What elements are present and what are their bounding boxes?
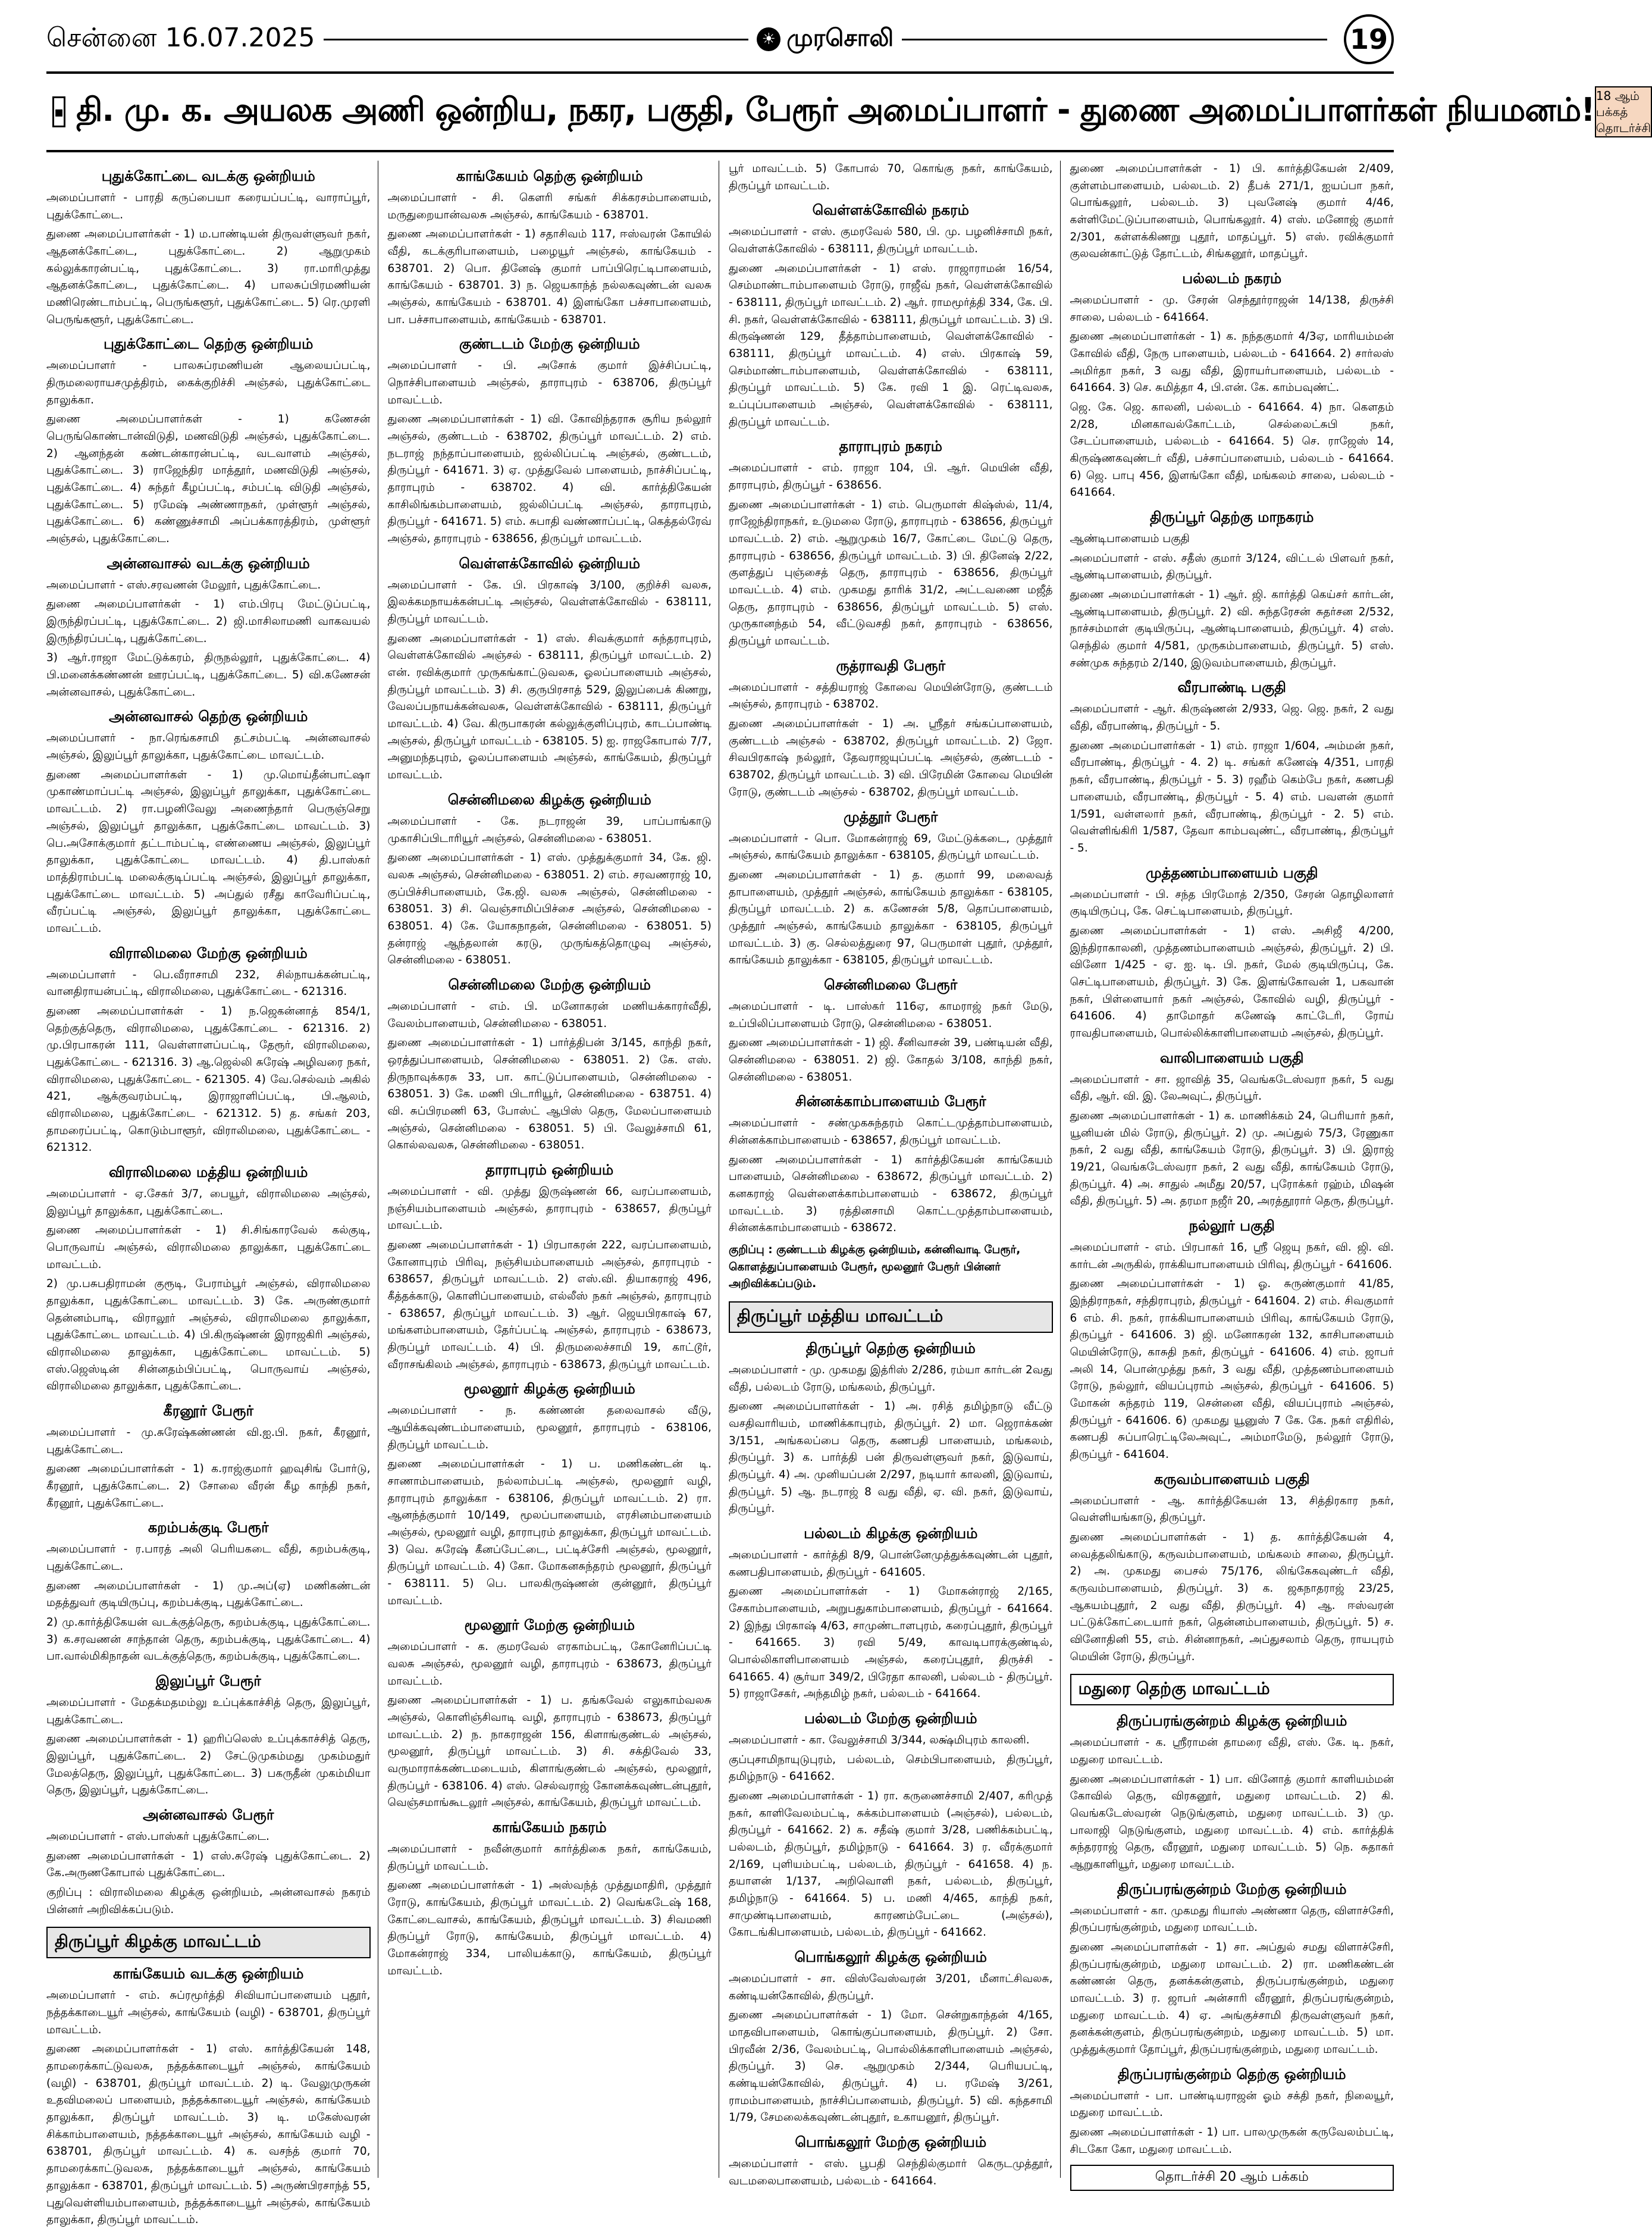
column-2 xyxy=(388,161,720,2178)
section-heading: கீரனூர் பேரூர் xyxy=(163,1402,254,1419)
appointment-entry: துணை அமைப்பாளர்கள் - 1) ப. மணிகண்டன் டி. சாணாம்பாளையம், நல்லாம்பட்டி அஞ்சல், மூலனூர் வழி, தாராபுரம் தாலுக்கா - 638106, திருப்பூர் மாவட்டம். 2) ரா. ஆனந்த்குமார் 10/149, மூலப்பாளையம், எரசினம்பாளையம் அஞ்சல், மூலனூர் வழி, தாராபுரம் தாலுக்கா, திருப்பூர் மாவட்டம். 3) வெ. சுரேஷ் கீனப்பேட்டை, பட்டிச்சேரி அஞ்சல், மூலனூர், திருப்பூர் மாவட்டம். 4) கோ. மோகனசுந்தரம் மூலனூர், திருப்பூர் - 638111. 5) பெ. பாலகிருஷ்ணன் குன்னூர், திருப்பூர் மாவட்டம். xyxy=(387,1458,711,1607)
section-heading: திருப்பரங்குன்றம் கிழக்கு ஒன்றியம் xyxy=(1117,1713,1347,1730)
appointment-entry: துணை அமைப்பாளர்கள் - 1) எஸ்.சுரேஷ் புதுக்கோட்டை. 2) கே.அருணகோபால் புதுக்கோட்டை. xyxy=(46,1849,371,1880)
section-heading: சென்னிமலை கிழக்கு ஒன்றியம் xyxy=(447,791,651,808)
appointment-entry: துணை அமைப்பாளர்கள் - 1) கார்த்திகேயன் காங்கேயம் பாளையம், சென்னிமலை - 638672, திருப்பூர் மாவட்டம். 2) கனகராஜ் வெள்ளைக்காம்பாளையம் - 638672, திருப்பூர் மாவட்டம். 3) ரத்தினசாமி கொட்டமுத்தாம்பாளையம், சின்னக்காம்பாளையம் - 638672. xyxy=(729,1153,1053,1235)
section-heading: திருப்பூர் தெற்கு ஒன்றியம் xyxy=(805,1339,976,1357)
appointment-entry: துணை அமைப்பாளர்கள் - 1) எம். பெருமாள் கிஷ்ஸ்ல், 11/4, ராஜேந்திராநகர், உடுமலை ரோடு, தாராபுரம் - 638656, திருப்பூர் மாவட்டம். 2) எம். ஆறுமுகம் 16/7, கோட்டை மேட்டு தெரு, தாராபுரம் - 638656, திருப்பூர் மாவட்டம். 3) பி. தினேஷ் 2/22, குளத்துப் புஞ்சைத் தெரு, தாராபுரம் - 638656, திருப்பூர் மாவட்டம். 4) எம். முகமது தாரிக் 31/2, அட்டவணை மஜீத் தெரு, தாராபுரம் - 638656, திருப்பூர் மாவட்டம். 5) எஸ். முருகானந்தம் 54, வீட்டுவசதி நகர், தாராபுரம் - 638656, திருப்பூர் மாவட்டம். xyxy=(729,498,1053,648)
headline: தி. மு. க. அயலக அணி ஒன்றிய, நகர, பகுதி, பேரூர் அமைப்பாளர் - துணை அமைப்பாளர்கள் நியமனம்! xyxy=(76,90,1595,129)
appointment-entry: துணை அமைப்பாளர்கள் - 1) பி. கார்த்திகேயன் 2/409, குள்ளம்பாளையம், பல்லடம். 2) தீபக் 271/1, ஐயப்பா நகர், பொங்கலூர், பல்லடம். 3) புவனேஷ் குமார் 4/46, கள்ளிமேட்டுப்பாளையம், பொங்கலூர். 4) எஸ். மனோஜ் குமார் 2/301, கள்ளக்கிணறு புதூர், மாதப்பூர். 5) எஸ். ரவிக்குமார் குலவன்காட்டுத் தோட்டம், சிங்கனூர், மாதப்பூர். xyxy=(1070,162,1394,261)
appointment-entry: துணை அமைப்பாளர்கள் - 1) ரா. கருணைச்சாமி 2/407, கரிமுத் நகர், காளிவேலம்பட்டி, சுக்கம்பாளையம் (அஞ்சல்), பல்லடம், திருப்பூர் - 641662. 2) க. சதீஷ் குமார் 3/28, பணிக்கம்பட்டி, பல்லடம், திருப்பூர், தமிழ்நாடு - 641664. 3) ர. வீரக்குமார் 2/169, புளியம்பட்டி, பல்லடம், திருப்பூர் - 641658. 4) ந. தயாளன் 1/137, அறிவொளி நகர், பல்லடம், திருப்பூர், தமிழ்நாடு - 641664. 5) ப. மணி 4/465, காந்தி நகர், சாமுண்டிபாளையம், காரணம்பேட்டை (அஞ்சல்), கோடங்கிபாளையம், பல்லடம், திருப்பூர் - 641662. xyxy=(729,1790,1053,1939)
section-heading: காங்கேயம் நகரம் xyxy=(492,1819,607,1836)
appointment-entry: அமைப்பாளர் - கா. வேலுச்சாமி 3/344, லக்ஷ்மிபுரம் காலனி. xyxy=(729,1734,1030,1747)
section-heading: தாராபுரம் நகரம் xyxy=(839,438,942,455)
continued-line-1: 18 ஆம் பக்கத் xyxy=(1595,88,1640,119)
appointment-entry: துணை அமைப்பாளர்கள் - 1) பா. வினோத் குமார் காளியம்மன் கோவில் தெரு, விரகனூர், மதுரை மாவட்டம். 2) கி. வெங்கடேஸ்வரன் நெடுங்குளம், மதுரை மாவட்டம். 3) மு. பாலாஜி நெடுங்குளம், மதுரை மாவட்டம். 4) எம். கார்த்திக் சுந்தரராஜ் தெரு, வீரனூர், மதுரை மாவட்டம். 5) நெ. சுதாகர் ஆறுகாளியூர், மதுரை மாவட்டம். xyxy=(1070,1773,1394,1871)
appointment-entry: அமைப்பாளர் - மு. சேரன் செந்தூர்ராஜன் 14/138, திருச்சி சாலை, பல்லடம் - 641664. xyxy=(1070,294,1394,324)
appointment-entry: அமைப்பாளர் - எஸ்.பாஸ்கர் புதுக்கோட்டை. xyxy=(46,1830,269,1843)
appointment-entry: துணை அமைப்பாளர்கள் - 1) மோகன்ராஜ் 2/165, சேகாம்பாளையம், அறுபதுகாம்பாளையம், திருப்பூர் - 641664. 2) இந்து பிரகாஷ் 4/63, சாமுண்டாளபுரம், கரைப்புதூர், திருப்பூர் - 641665. 3) ரவி 5/49, காவடிபாரக்குண்டில், பொல்லிகாளிபாளையம் அஞ்சல், கரைப்புதூர், திருச்சி - 641665. 4) சூர்யா 349/2, பிரேதா காலனி, பல்லடம் - திருப்பூர். 5) ராஜாசேகர், அந்தமிழ் நகர், பல்லடம் - 641664. xyxy=(729,1585,1053,1701)
appointment-entry: துணை அமைப்பாளர்கள் - 1) அ. ரசித் தமிழ்நாடு வீட்டு வசதிவாரியம், மாணிக்காபுரம், திருப்பூர். 2) மா. ஜெராக்கண் 3/151, அங்கலப்பை தெரு, கணபதி பாளையம், மங்கலம், திருப்பூர். 3) க. பார்த்தி பன் திருவள்ளுவர் நகர், இடுவாய், திருப்பூர். 4) அ. முனியப்பன் 2/297, நடியார் காலனி, இடுவாய், திருப்பூர். 5) ஆ. நடராஜ் 8 வது வீதி, ஏ. வி. நகர், இடுவாய், திருப்பூர். xyxy=(729,1400,1053,1516)
district-heading: திருப்பூர் கிழக்கு மாவட்டம் xyxy=(46,1927,371,1958)
section-heading: சென்னிமலை மேற்கு ஒன்றியம் xyxy=(448,976,651,993)
appointment-entry: அமைப்பாளர் - எம். சுப்ரமூர்த்தி சிவியாப்பாளையம் புதூர், நத்தக்காடையூர் அஞ்சல், காங்கேயம் (வழி) - 638701, திருப்பூர் மாவட்டம். xyxy=(46,1989,371,2036)
appointment-entry: அமைப்பாளர் - பெ.வீராசாமி 232, சில்நாயக்கன்பட்டி, வானதிராயன்பட்டி, விராலிமலை, புதுக்கோட்டை - 621316. xyxy=(46,968,371,998)
appointment-entry: துணை அமைப்பாளர்கள் - 1) எம். ராஜா 1/604, அம்மன் நகர், வீரபாண்டி, திருப்பூர் - 4. 2) டி. சங்கர் கணேஷ் 4/351, பாரதி நகர், வீரபாண்டி, திருப்பூர் - 5. 3) ரஹீம் கெம்பே நகர், கணபதி பாளையம், வீரபாண்டி, திருப்பூர் - 5. 4) எம். பவளன் குமார் 1/591, வள்ளலார் நகர், வீரபாண்டி, திருப்பூர் - 2. 5) எம். வெள்ளிங்கிரி 1/587, தேவா காம்பவுண்ட், வீரபாண்டி, திருப்பூர் - 5. xyxy=(1070,739,1394,854)
section-heading: கருவம்பாளையம் பகுதி xyxy=(1153,1470,1310,1488)
headline-bar xyxy=(46,71,1651,152)
appointment-entry: அமைப்பாளர் - கே. நடராஜன் 39, பாப்பாங்காடு முகாசிப்பிடாரியூர் அஞ்சல், சென்னிமலை - 638051. xyxy=(387,815,711,845)
appointment-entry: அமைப்பாளர் - மு. முகமது இத்ரிஸ் 2/286, ரம்யா கார்டன் 2வது வீதி, பல்லடம் ரோடு, மங்கலம், திருப்பூர். xyxy=(729,1363,1053,1394)
section-heading: வெள்ளக்கோவில் நகரம் xyxy=(812,202,969,219)
appointment-entry: துணை அமைப்பாளர்கள் - 1) அ. ஸ்ரீதர் சங்கப்பாளையம், குண்டடம் அஞ்சல் - 638702, திருப்பூர் மாவட்டம். 2) ஜோ. சிவபிரகாஷ் நல்லூர், தேவராஜயுப்பட்டி அஞ்சல், குண்டடம் - 638702, திருப்பூர் மாவட்டம். 3) வி. பிரேமின் கோவை மெயின் ரோடு, குண்டடம் அஞ்சல் - 638702, திருப்பூர் மாவட்டம். xyxy=(729,718,1053,799)
section-heading: புதுக்கோட்டை தெற்கு ஒன்றியம் xyxy=(104,336,314,353)
appointment-entry: 2) மு.கார்த்திகேயன் வடக்குத்தெரு, கறம்பக்குடி, புதுக்கோட்டை. 3) க.சரவணன் சாந்தான் தெரு, கறம்பக்குடி, புதுக்கோட்டை. 4) பா.வால்மிகிநாதன் வடக்குத்தெரு, கறம்பக்குடி, புதுக்கோட்டை. xyxy=(46,1616,371,1663)
appointment-entry: துணை அமைப்பாளர்கள் - 1) ஜி. சீனிவாசன் 39, பண்டியன் வீதி, சென்னிமலை - 638051. 2) ஜி. கோதல் 3/108, காந்தி நகர், சென்னிமலை - 638051. xyxy=(729,1037,1053,1084)
rising-sun-icon: ☀ xyxy=(757,27,780,51)
masthead-rule-right xyxy=(902,39,1327,40)
note: குறிப்பு : குண்டடம் கிழக்கு ஒன்றியம், கன்னிவாடி பேரூர், கொளத்துப்பாளையம் பேரூர், மூலனூர் பேரூர் பின்னர் அறிவிக்கப்படும். xyxy=(729,1243,1021,1291)
appointment-entry: அமைப்பாளர் - மு.சுரேஷ்கண்ணன் வி.ஐ.பி. நகர், கீரனூர், புதுக்கோட்டை. xyxy=(46,1426,371,1456)
appointment-entry: பூர் மாவட்டம். 5) கோபால் 70, கொங்கு நகர், காங்கேயம், திருப்பூர் மாவட்டம். xyxy=(729,162,1053,192)
appointment-entry: அமைப்பாளர் - பி. அசோக் குமார் இச்சிப்பட்டி, நொச்சிபாளையம் அஞ்சல், தாராபுரம் - 638706, திருப்பூர் மாவட்டம். xyxy=(387,359,711,406)
column-4 xyxy=(1070,161,1394,2184)
paper-name xyxy=(757,24,894,55)
section-heading: முத்தூர் பேரூர் xyxy=(844,808,938,825)
appointment-entry: அமைப்பாளர் - சி. கௌரி சங்கர் சிக்கரசம்பாளையம், மருதுறையான்வலசு அஞ்சல், காங்கேயம் - 638701. xyxy=(387,192,711,221)
appointment-entry: துணை அமைப்பாளர்கள் - 1) எஸ். சிவக்குமார் சுந்தராபுரம், வெள்ளக்கோவில் அஞ்சல் - 638111, திருப்பூர் மாவட்டம். 2) என். ரவிக்குமார் முருகங்காட்டுவலசு, ஓலப்பாளையம் அஞ்சல், திருப்பூர் மாவட்டம். 3) சி. குருபிரசாத் 529, இலுப்பைக் கிணறு, வேலப்பநாயக்கன்வலசு, வெள்ளக்கோவில் - 638111, திருப்பூர் மாவட்டம். 4) வே. கிருபாகரன் கல்லுக்குளிப்புரம், காடப்பாண்டி அஞ்சல், திருப்பூர் மாவட்டம் - 638105. 5) ஐ. ராஜகோபால் 7/7, அனுமந்தபுரம், ஓலப்பாளையம் அஞ்சல், காங்கேயம், திருப்பூர் மாவட்டம். xyxy=(387,632,711,782)
appointment-entry: அமைப்பாளர் - டி. பாஸ்கர் 116ஏ, காமராஜ் நகர் மேடு, உப்பிலிப்பாளையம் ரோடு, சென்னிமலை - 638051. xyxy=(729,1000,1053,1030)
section-heading: மூலனூர் மேற்கு ஒன்றியம் xyxy=(464,1617,635,1634)
appointment-entry: 3) ஆர்.ராஜா மேட்டுக்கரம், திருநல்லூர், புதுக்கோட்டை. 4) பி.மனைக்கண்ணன் ஊரப்பட்டி, புதுக்கோட்டை. 5) வி.கணேசன் அன்னவாசல், புதுக்கோட்டை. xyxy=(46,652,371,699)
appointment-entry: துணை அமைப்பாளர்கள் - 1) த. குமார் 99, மலைவத் தாபாளையம், முத்தூர் அஞ்சல், காங்கேயம் தாலுக்கா - 638105, திருப்பூர் மாவட்டம். 2) க. கணேசன் 5/8, தொப்பாளையம், முத்தூர் அஞ்சல், காங்கேயம் தாலுக்கா - 638105, திருப்பூர் மாவட்டம். 3) கு. செல்லத்துரை 97, பெருமாள் புதூர், முத்தூர், காங்கேயம் தாலுக்கா - 638105, திருப்பூர் மாவட்டம். xyxy=(729,868,1053,967)
appointment-entry: துணை அமைப்பாளர்கள் - 1) மு.அப்(ஏ) மணிகண்டன் மதத்துவர் குடியிருப்பு, கறம்பக்குடி, புதுக்கோட்டை. xyxy=(46,1579,371,1610)
section-heading: திருப்பரங்குன்றம் தெற்கு ஒன்றியம் xyxy=(1117,2065,1346,2083)
section-heading: பொங்கலூர் கிழக்கு ஒன்றியம் xyxy=(794,1949,987,1966)
appointment-entry: துணை அமைப்பாளர்கள் - 1) வி. கோவிந்தராசு சூரிய நல்லூர் அஞ்சல், குண்டடம் - 638702, திருப்பூர் மாவட்டம். 2) எம். நடராஜ் நந்தாப்பாளையம், ஜல்லிப்பட்டி அஞ்சல், குண்டடம், திருப்பூர் - 641671. 3) ஏ. முத்துவேல் பாளையம், நாச்சிப்பட்டி, தாராபுரம் - 638702. 4) வி. கார்த்திகேயன் காசிலிங்கம்பாளையம், ஜல்லிப்பட்டி அஞ்சல், தாராபுரம், திருப்பூர் - 641671. 5) எம். சுபாதி வண்ணாப்பட்டி, கெத்தல்ரேவ் அஞ்சல், தாராபுரம் - 638656, திருப்பூர் மாவட்டம். xyxy=(387,413,711,546)
section-heading: ருத்ராவதி பேரூர் xyxy=(836,657,946,674)
appointment-entry: ஆண்டிபாளையம் பகுதி xyxy=(1070,533,1190,546)
appointment-entry: துணை அமைப்பாளர்கள் - 1) ஓ. சுருண்குமார் 41/85, இந்திராநகர், சந்திராபுரம், திருப்பூர் - 641604. 2) எம். சிவகுமார் 6 எம். சி. நகர், ராக்கியாபாளையம் பிரிவு, காங்கேயம் ரோடு, திருப்பூர் - 641606. 3) ஜி. மனோகரன் 132, காசிபாளையம் மெயின்ரோடு, காசுதி நகர், திருப்பூர் - 641606. 4) எம். ஜாபர் அலி 14, பொன்முத்து நகர், 3 வது வீதி, முத்தணம்பாளையம் ரோடு, நல்லூர், வியப்புராம் அஞ்சல், திருப்பூர் - 641606. 5) மோகன் சுந்தரம் 119, சென்னை வீதி, வியப்புராம் அஞ்சல், திருப்பூர் - 641606. 6) முகமது யூனுஸ் 7 கே. கே. நகர் எதிரில், கணபதி சுப்பாரெட்டிலேஅவுட், அம்மாமேடு, நல்லூர் ரோடு, திருப்பூர் - 641604. xyxy=(1070,1278,1394,1461)
section-heading: சென்னிமலை பேரூர் xyxy=(824,976,958,993)
appointment-entry: 2) மு.பசுபதிராமன் குரூடி, பேராம்பூர் அஞ்சல், விராலிமலை தாலுக்கா, புதுக்கோட்டை மாவட்டம். 3) கே. அருண்குமார் தென்னம்பாடி, விராலூர் அஞ்சல், விராலிமலை தாலுக்கா, புதுக்கோட்டை மாவட்டம். 4) பி.கிருஷ்ணன் இராஜகிரி அஞ்சல், விராலிமலை தாலுக்கா, புதுக்கோட்டை மாவட்டம். 5) எஸ்.ஜெஸ்டின் சின்னதம்பிப்பட்டி, பொருவாய் அஞ்சல், விராலிமலை தாலுக்கா, புதுக்கோட்டை. xyxy=(46,1278,371,1393)
page-number: 19 xyxy=(1344,14,1394,64)
appointment-entry: துணை அமைப்பாளர்கள் - 1) எம்.பிரபு மேட்டுப்பட்டி, இருந்திரப்பட்டி, புதுக்கோட்டை. 2) ஜி.மாசிலாமணி வாகவயல் இருந்திரப்பட்டி, புதுக்கோட்டை. xyxy=(46,598,371,645)
section-heading: வாலிபாளையம் பகுதி xyxy=(1159,1049,1304,1066)
section-heading: முத்தணம்பாளையம் பகுதி xyxy=(1146,864,1318,881)
appointment-entry: துணை அமைப்பாளர்கள் - 1) ப. தங்கவேல் எலுகாம்வலசு அஞ்சல், கொளிஞ்சிவாடி வழி, தாராபுரம் - 638673, திருப்பூர் மாவட்டம். 2) ந. நாகராஜன் 156, கிளாங்குண்டல் அஞ்சல், மூலனூர், திருப்பூர் மாவட்டம். 3) சி. சக்திவேல் 33, வருமாராக்கண்டமடையம், கிளாங்குண்டல் அஞ்சல், மூலனூர், திருப்பூர் - 638106. 4) எஸ். செல்வராஜ் கோனக்கவுண்டன்புதூர், வெஞ்சமாங்கூடலூர் அஞ்சல், காங்கேயம், திருப்பூர் மாவட்டம். xyxy=(387,1694,711,1810)
section-heading: பல்லடம் நகரம் xyxy=(1182,270,1282,287)
appointment-entry: அமைப்பாளர் - ர.பாரத் அலி பெரியகடை வீதி, கறம்பக்குடி, புதுக்கோட்டை. xyxy=(46,1543,371,1573)
appointment-entry: துணை அமைப்பாளர்கள் - 1) பார்த்திபன் 3/145, காந்தி நகர், ஒரத்துப்பாளையம், சென்னிமலை - 638051. 2) கே. எஸ். திருநாவுக்கரசு 33, பா. காட்டுப்பாளையம், சென்னிமலை - 638051. 3) கே. மணி பிடாரியூர், சென்னிமலை - 638751. 4) வி. சுப்பிரமணி 63, போஸ்ட் ஆபிஸ் தெரு, மேலப்பாளையம் அஞ்சல், சென்னிமலை - 638051. 5) பி. வேலுச்சாமி 61, கொல்லவலசு, சென்னிமலை - 638051. xyxy=(387,1037,711,1152)
appointment-entry: அமைப்பாளர் - எஸ்.சரவணன் மேலூர், புதுக்கோட்டை. xyxy=(46,578,321,591)
headline-bullet-icon: ▪ xyxy=(52,96,65,127)
continued-on-box: தொடர்ச்சி 20 ஆம் பக்கம் xyxy=(1070,2165,1394,2191)
section-heading: பொங்கலூர் மேற்கு ஒன்றியம் xyxy=(795,2134,987,2151)
appointment-entry: துணை அமைப்பாளர்கள் - 1) கணேசன் பெருங்கொண்டான்விடுதி, மணவிடுதி அஞ்சல், புதுக்கோட்டை. 2) ஆனந்தன் கண்டன்காரன்பட்டி, வடவாளம் அஞ்சல், புதுக்கோட்டை. 3) ராஜேந்திர மாத்தூர், மணவிடுதி அஞ்சல், புதுக்கோட்டை. 4) சுந்தர் கீழப்பட்டி, சம்பட்டி விடுதி அஞ்சல், புதுக்கோட்டை. 5) ரமேஷ் அண்ணாநகர், முள்ளூர் அஞ்சல், புதுக்கோட்டை. 6) கண்ணுச்சாமி அப்பக்காரத்திரம், முள்ளூர் அஞ்சல், புதுக்கோட்டை. xyxy=(46,413,371,546)
section-heading: விராலிமலை மத்திய ஒன்றியம் xyxy=(109,1163,308,1181)
section-heading: அன்னவாசல் வடக்கு ஒன்றியம் xyxy=(106,555,310,572)
section-heading: விராலிமலை மேற்கு ஒன்றியம் xyxy=(109,944,308,962)
section-heading: பல்லடம் கிழக்கு ஒன்றியம் xyxy=(804,1525,978,1542)
appointment-entry: துணை அமைப்பாளர்கள் - 1) ஆர். ஜி. கார்த்தி கெய்சர் கார்டன், ஆண்டிபாளையம், திருப்பூர். 2) வி. சுந்தரேசன் சுதர்சன 2/532, நாச்சம்மாள் குடியிருப்பு, ஆண்டிபாளையம், திருப்பூர். 4) எஸ். செந்தில் குமார் 4/581, முருகம்பாளையம், திருப்பூர். 5) எஸ். சண்முக சுந்தரம் 2/140, இடுவம்பாளையம், திருப்பூர். xyxy=(1070,588,1394,669)
appointment-entry: அமைப்பாளர் - மேதக்மதமம்லு உப்புக்காச்சித் தெரு, இலுப்பூர், புதுக்கோட்டை. xyxy=(46,1696,371,1726)
column-1 xyxy=(46,161,378,2227)
section-heading: புதுக்கோட்டை வடக்கு ஒன்றியம் xyxy=(101,168,315,184)
appointment-entry: அமைப்பாளர் - நவீன்குமார் கார்த்திகை நகர், காங்கேயம், திருப்பூர் மாவட்டம். xyxy=(387,1843,711,1873)
section-heading: தாராபுரம் ஒன்றியம் xyxy=(485,1161,614,1178)
appointment-entry: அமைப்பாளர் - எம். ராஜா 104, பி. ஆர். மெயின் வீதி, தாராபுரம், திருப்பூர் - 638656. xyxy=(729,462,1053,492)
appointment-entry: அமைப்பாளர் - கார்த்தி 8/9, பொன்னேமுத்துக்கவுண்டன் புதூர், கணபதிபாளையம், திருப்பூர் - 641605. xyxy=(729,1549,1053,1579)
section-heading: இலுப்பூர் பேரூர் xyxy=(155,1673,261,1690)
section-heading: திருப்பூர் தெற்கு மாநகரம் xyxy=(1150,509,1314,526)
appointment-entry: துணை அமைப்பாளர்கள் - 1) மோ. சென்றுகாந்தன் 4/165, மாதவிபாளையம், கொங்குப்பாளையம், திருப்பூர். 2) சோ. பிரவீன் 2/36, வேலம்பட்டி, பொல்லிக்காளிபாளையம் அஞ்சல், திருப்பூர். 3) செ. ஆறுமுகம் 2/344, பெரியபட்டி, கண்டியன்கோவில், திருப்பூர். 4) ப. ரமேஷ் 3/261, ராமம்பாளையம், நாச்சிப்பாளையம், திருப்பூர். 5) வி. கந்தசாமி 1/79, சேமலைக்கவுண்டன்புதூர், உகாயனூர், திருப்பூர். xyxy=(729,2009,1053,2124)
appointment-entry: துணை அமைப்பாளர்கள் - 1) எஸ். அசிஜீ 4/200, இந்திராகாலனி, முத்தணம்பாளையம் அஞ்சல், திருப்பூர். 2) பி. வினோ 1/425 - ஏ. ஐ. டி. பி. நகர், மேல் குடியிருப்பு, கே. செட்டிபாளையம், திருப்பூர். 3) கே. இளங்கோவன் 1, பகவான் நகர், பிள்ளையார் நகர் அஞ்சல், கோவில் வழி, திருப்பூர் - 641606. 4) தாமோதர் கணேஷ் காட்டேரி, ரோய் ராவதிபாளையம், பொல்லிக்காளிபாளையம் அஞ்சல், திருப்பூர். xyxy=(1070,924,1394,1040)
appointment-entry: அமைப்பாளர் - சத்தியராஜ் கோவை மெயின்ரோடு, குண்டடம் அஞ்சல், தாராபுரம் - 638702. xyxy=(729,681,1053,711)
section-heading: திருப்பரங்குன்றம் மேற்கு ஒன்றியம் xyxy=(1117,1880,1347,1898)
column-3 xyxy=(729,161,1061,2187)
section-heading: காங்கேயம் வடக்கு ஒன்றியம் xyxy=(113,1965,304,1983)
appointment-entry: ஜெ. கே. ஜெ. காலனி, பல்லடம் - 641664. 4) நா. கௌதம் 2/28, மினகாவல்கோட்டம், செல்லைட்சுபி நகர், சேடப்பாளையம், பல்லடம் - 641664. 5) செ. ராஜேஸ் 14, கிருஷ்ணகவுண்டர் வீதி, பச்சாப்பாளையம், பல்லடம் - 641664. 6) ஜெ. பாபு 456, இளங்கோ வீதி, மங்கலம் சாலை, பல்லடம் - 641664. xyxy=(1070,401,1394,499)
appointment-entry: அமைப்பாளர் - பி. சந்த பிரமோத் 2/350, சேரன் தொழிலாளர் குடியிருப்பு, கே. செட்டிபாளையம், திருப்பூர். xyxy=(1070,888,1394,918)
appointment-entry: அமைப்பாளர் - கா. முகமது ரியாஸ் அண்ணா தெரு, விளாச்சேரி, திருப்பரங்குன்றம், மதுரை மாவட்டம். xyxy=(1070,1904,1394,1934)
appointment-entry: அமைப்பாளர் - எஸ். பூபதி செந்தில்குமார் கெருடமுத்தூர், வடமலைபாளையம், பல்லடம் - 641664. xyxy=(729,2158,1053,2187)
appointment-entry: அமைப்பாளர் - க. குமரவேல் எரகாம்பட்டி, கோனேரிப்பட்டி வலசு அஞ்சல், மூலனூர் வழி, தாராபுரம் - 638673, திருப்பூர் மாவட்டம். xyxy=(387,1641,711,1688)
appointment-entry: அமைப்பாளர் - கே. பி. பிரகாஷ் 3/100, குறிச்சி வலசு, இலக்கமநாயக்கன்பட்டி அஞ்சல், வெள்ளக்கோவில் - 638111, திருப்பூர் மாவட்டம். xyxy=(387,578,711,626)
city-date: சென்னை 16.07.2025 xyxy=(46,22,315,53)
section-heading: வெள்ளக்கோவில் ஒன்றியம் xyxy=(459,555,641,572)
appointment-entry: அமைப்பாளர் - வி. முத்து இருஷ்ணன் 66, வரப்பாளையம், நஞ்சியம்பாளையம் அஞ்சல், தாராபுரம் - 638657, திருப்பூர் மாவட்டம். xyxy=(387,1185,711,1232)
appointment-entry: துணை அமைப்பாளர்கள் - 1) ஹரிப்லெஸ் உப்புக்காச்சித் தெரு, இலுப்பூர், புதுக்கோட்டை. 2) சேட்டுமுகம்மது முகம்மதுர் மேலத்தெரு, இலுப்பூர், புதுக்கோட்டை. 3) பகருதீன் முகம்மியா தெரு, இலுப்பூர், புதுக்கோட்டை. xyxy=(46,1733,371,1797)
appointment-entry: துணை அமைப்பாளர்கள் - 1) ம.பாண்டியன் திருவள்ளுவர் நகர், ஆதனக்கோட்டை, புதுக்கோட்டை. 2) ஆறுமுகம் கல்லுக்காரன்பட்டி, புதுக்கோட்டை. 3) ரா.மாரிமுத்து ஆதனக்கோட்டை, புதுக்கோட்டை. 4) பாலசுப்பிரமணியன் மணிரெண்டாம்பட்டி, பெருங்களூர், புதுக்கோட்டை. 5) ரெ.முரளி பெருங்களூர், புதுக்கோட்டை. xyxy=(46,228,371,326)
district-heading: மதுரை தெற்கு மாவட்டம் xyxy=(1070,1674,1394,1705)
appointment-entry: துணை அமைப்பாளர்கள் - 1) க.ராஜ்குமார் ஹவுசிங் போர்டு, கீரனூர், புதுக்கோட்டை. 2) சோலை வீரன் கீழ காந்தி நகர், கீரனூர், புதுக்கோட்டை. xyxy=(46,1463,371,1510)
continued-line-2: தொடர்ச்சி xyxy=(1595,120,1651,135)
district-heading: திருப்பூர் மத்திய மாவட்டம் xyxy=(729,1301,1053,1333)
section-heading: கறம்பக்குடி பேரூர் xyxy=(148,1519,269,1536)
appointment-entry: அமைப்பாளர் - சா. விஸ்வேஸ்வரன் 3/201, மீனாட்சிவலசு, கண்டியன்கோவில், திருப்பூர். xyxy=(729,1973,1053,2002)
appointment-entry: அமைப்பாளர் - பொ. மோகன்ராஜ் 69, மேட்டுக்கடை, முத்தூர் அஞ்சல், காங்கேயம் தாலுக்கா - 638105, திருப்பூர் மாவட்டம். xyxy=(729,832,1053,862)
appointment-entry: அமைப்பாளர் - பாலசுப்ரமணியன் ஆலையப்பட்டி, திருமலைராயசமுத்திரம், கைக்குறிச்சி அஞ்சல், புதுக்கோட்டை தாலுக்கா. xyxy=(46,359,371,406)
appointment-entry: துணை அமைப்பாளர்கள் - 1) பா. பாலமுருகன் கருவேலம்பட்டி, சிடகோ கோ, மதுரை மாவட்டம். xyxy=(1070,2126,1394,2156)
appointment-entry: துணை அமைப்பாளர்கள் - 1) க. நந்தகுமார் 4/3ஏ, மாரியம்மன் கோவில் வீதி, நேரு பாளையம், பல்லடம் - 641664. 2) சார்லஸ் அமிர்தா நகர், 3 வது வீதி, இராயர்பாளையம், பல்லடம் - 641664. 3) செ. சுமித்தா 4, பி.என். கே. காம்பவுண்ட். xyxy=(1070,330,1394,395)
appointment-entry: அமைப்பாளர் - எஸ். சதீஸ் குமார் 3/124, விட்டல் பிளவர் நகர், ஆண்டிபாளையம், திருப்பூர். xyxy=(1070,552,1394,582)
appointment-entry: அமைப்பாளர் - ஆர். கிருஷ்ணன் 2/933, ஜெ. ஜெ. நகர், 2 வது வீதி, வீரபாண்டி, திருப்பூர் - 5. xyxy=(1070,703,1394,733)
appointment-entry: அமைப்பாளர் - எம். பிரபாகர் 16, ஸ்ரீ ஜெயு நகர், வி. ஜி. வி. கார்டன் அருகில், ராக்கியாபாளையம் பிரிவு, திருப்பூர் - 641606. xyxy=(1070,1241,1394,1271)
section-heading: அன்னவாசல் பேரூர் xyxy=(143,1807,274,1824)
appointment-entry: அமைப்பாளர் - ஏ.சேகர் 3/7, பையூர், விராலிமலை அஞ்சல், இலுப்பூர் தாலுக்கா, புதுக்கோட்டை. xyxy=(46,1187,371,1217)
section-heading: மூலனூர் கிழக்கு ஒன்றியம் xyxy=(463,1380,635,1398)
appointment-entry: துணை அமைப்பாளர்கள் - 1) எஸ். ராஜாராமன் 16/54, செம்மாண்டாம்பாளையம் ரோடு, ராஜீவ் நகர், வெள்ளக்கோவில் - 638111, திருப்பூர் மாவட்டம். 2) ஆர். ராமமூர்த்தி 334, கே. பி. சி. நகர், வெள்ளக்கோவில் - 638111, திருப்பூர் மாவட்டம். 3) பி. கிருஷ்ணன் 129, தீத்தாம்பாளையம், வெள்ளக்கோவில் - 638111, திருப்பூர் மாவட்டம். 4) எஸ். பிரகாஷ் 59, செம்மாண்டாம்பாளையம், வெள்ளக்கோவில் - 638111, திருப்பூர் மாவட்டம். 5) கே. ரவி 1 இ. ரெட்டிவலசு, உப்புப்பாளையம் அஞ்சல், வெள்ளக்கோவில் - 638111, திருப்பூர் மாவட்டம். xyxy=(729,262,1053,428)
section-heading: அன்னவாசல் தெற்கு ஒன்றியம் xyxy=(109,708,308,725)
appointment-entry: அமைப்பாளர் - பாரதி கருப்பையா கரையப்பட்டி, வாராப்பூர், புதுக்கோட்டை. xyxy=(46,192,371,221)
appointment-entry: துணை அமைப்பாளர்கள் - 1) சா. அப்துல் சமது விளாச்சேரி, திருப்பரங்குன்றம், மதுரை மாவட்டம். 2) ரா. மணிகண்டன் கண்ணன் தெரு, தனக்கன்குளம், திருப்பரங்குன்றம், மதுரை மாவட்டம். 3) ர. ஜாபர் அன்சாரி வீரனூர், திருப்பரங்குன்றம், மதுரை மாவட்டம். 4) ஏ. அங்குச்சாமி திருவள்ளுவர் நகர், தனக்கன்குளம், திருப்பரங்குன்றம், மதுரை மாவட்டம். 5) மா. முத்துக்குமார் தோப்பூர், திருப்பரங்குன்றம், மதுரை மாவட்டம். xyxy=(1070,1941,1394,2056)
appointment-entry: அமைப்பாளர் - க. ஸ்ரீராமன் தாமரை வீதி, எஸ். கே. டி. நகர், மதுரை மாவட்டம். xyxy=(1070,1736,1394,1767)
appointment-entry: துணை அமைப்பாளர்கள் - 1) சதாசிவம் 117, ஈஸ்வரன் கோயில் வீதி, கடக்குரிபாளையம், பழையூர் அஞ்சல், காங்கேயம் - 638701. 2) பொ. தினேஷ் குமார் பாப்பிரெட்டிபாளையம், காங்கேயம் - 638701. 3) ந. ஜெயகாந்த் நல்லகவுண்டன் வலசு அஞ்சல், காங்கேயம் - 638701. 4) இளங்கோ பச்சாபாளையம், பா. பச்சாபாளையம், காங்கேயம் - 638701. xyxy=(387,228,711,326)
masthead-rule-left xyxy=(324,39,749,40)
appointment-entry: துணை அமைப்பாளர்கள் - 1) எஸ். முத்துக்குமார் 34, கே. ஜி. வலசு அஞ்சல், சென்னிமலை - 638051. 2) எம். சரவணராஜ் 10, குப்பிச்சிபாளையம், கே.ஜி. வலசு அஞ்சல், சென்னிமலை - 638051. 3) சி. வெஞ்சாமிப்பிச்சை அஞ்சல், சென்னிமலை - 638051. 4) கே. யோகநாதன், சென்னிமலை - 638051. 5) தன்ராஜ் ஆந்தலான் கரடு, முருங்கத்தொழுவு அஞ்சல், சென்னிமலை - 638051. xyxy=(387,851,711,967)
appointment-entry: அமைப்பாளர் - சண்முகசுந்தரம் கொட்டமுத்தாம்பாளையம், சின்னக்காம்பாளையம் - 638657, திருப்பூர் மாவட்டம். xyxy=(729,1117,1053,1147)
appointment-entry: துணை அமைப்பாளர்கள் - 1) எஸ். கார்த்திகேயன் 148, தாமரைக்காட்டுவலசு, நத்தக்காடையூர் அஞ்சல், காங்கேயம் (வழி) - 638701, திருப்பூர் மாவட்டம். 2) டி. வேலுமுருகன் உதவிமலைப் பாளையம், நத்தக்காடையூர் அஞ்சல், காங்கேயம் தாலுக்கா, திருப்பூர் மாவட்டம். 3) டி. மகேஸ்வரன் சிக்காம்பாளையம், நத்தக்காடையூர் அஞ்சல், காங்கேயம் வழி - 638701, திருப்பூர் மாவட்டம். 4) க. வசந்த் குமார் 70, தாமரைக்காட்டுவலசு, நத்தக்காடையூர் அஞ்சல், காங்கேயம் தாலுக்கா - 638701, திருப்பூர் மாவட்டம். 5) அருண்பிரசாந்த் 55, புதுவெள்ளியம்பாளையம், நத்தக்காடையூர் அஞ்சல், காங்கேயம் தாலுக்கா, திருப்பூர் மாவட்டம். xyxy=(46,2043,371,2227)
appointment-entry: துணை அமைப்பாளர்கள் - 1) க. மாணிக்கம் 24, பெரியார் நகர், யூனியன் மில் ரோடு, திருப்பூர். 2) மு. அப்துல் 75/3, ரேணுகா நகர், 2 வது வீதி, காங்கேயம் ரோடு, திருப்பூர். 3) பி. இராஜ் 19/21, வெங்கடேஸ்வரா நகர், 2 வது வீதி, காங்கேயம் ரோடு, திருப்பூர். 4) அ. சாதுல் அமீது 20/57, புரோக்கர் ரஹ்ம், மிஷன் வீதி, திருப்பூர். 5) அ. தரமா நஜீர் 20, அரத்தூரார் தெரு, திருப்பூர். xyxy=(1070,1109,1394,1208)
appointment-entry: அமைப்பாளர் - எஸ். குமரவேல் 580, பி. மு. பழனிச்சாமி நகர், வெள்ளக்கோவில் - 638111, திருப்பூர் மாவட்டம். xyxy=(729,226,1053,256)
paper-title: முரசொலி xyxy=(786,24,894,52)
appointment-entry: அமைப்பாளர் - ந. கண்ணன் தலைவாசல் வீடு, ஆயிக்கவுண்டம்பாளையம், மூலனூர், தாராபுரம் - 638106, திருப்பூர் மாவட்டம். xyxy=(387,1404,711,1451)
appointment-entry: அமைப்பாளர் - சா. ஜாவித் 35, வெங்கடேஸ்வரா நகர், 5 வது வீதி, ஆர். வி. இ. லேஅவுட், திருப்பூர். xyxy=(1070,1073,1394,1103)
appointment-entry: துணை அமைப்பாளர்கள் - 1) சி.சிங்காரவேல் கல்குடி, பொருவாய் அஞ்சல், விராலிமலை தாலுக்கா, புதுக்கோட்டை மாவட்டம். xyxy=(46,1224,371,1271)
article-columns xyxy=(46,161,1394,2227)
appointment-entry: துணை அமைப்பாளர்கள் - 1) ந.ஜெகன்னாத் 854/1, தெற்குத்தெரு, விராலிமலை, புதுக்கோட்டை - 621316. 2) மு.பிரபாகரன் 111, வெள்ளாளப்பட்டி, தேரூர், விராலிமலை, புதுக்கோட்டை - 621316. 3) ஆ.ஜெல்லி சுரேஷ் அழிவரை நகர், விராலிமலை, புதுக்கோட்டை - 621305. 4) வே.செல்வம் அகில் 421, ஆக்குவரம்பட்டி, இராஜாளிப்பட்டி, பி.ஆலம், விராலிமலை, புதுக்கோட்டை - 621312. 5) த. சங்கர் 203, தாமரைப்பட்டி, கொடும்பாளூர், விராலிமலை, புதுக்கோட்டை - 621312. xyxy=(46,1004,371,1154)
section-heading: வீரபாண்டி பகுதி xyxy=(1177,679,1286,696)
appointment-entry: அமைப்பாளர் - பா. பாண்டியராஜன் ஓம் சக்தி நகர், நிலையூர், மதுரை மாவட்டம். xyxy=(1070,2089,1394,2120)
appointment-entry: குப்புசாமிநாயுடுபுரம், பல்லடம், செம்பிபாளையம், திருப்பூர், தமிழ்நாடு - 641662. xyxy=(729,1753,1053,1783)
appointment-entry: துணை அமைப்பாளர்கள் - 1) பிரபாகரன் 222, வரப்பாளையம், கோனாபுரம் பிரிவு, நஞ்சியம்பாளையம் அஞ்சல், தாராபுரம் - 638657, திருப்பூர் மாவட்டம். 2) எஸ்.வி. தியாகராஜ் 496, கீத்தக்காடு, கொளிப்பாளையம், எல்லீஸ் நகர் அஞ்சல், தாராபுரம் - 638657, திருப்பூர் மாவட்டம். 3) ஆர். ஜெயபிரகாஷ் 67, மங்களம்பாளையம், தேர்ப்பட்டி அஞ்சல், தாராபுரம் - 638673, திருப்பூர் மாவட்டம். 4) பி. திருமலைச்சாமி 19, காட்டூர், வீராசங்கிலம் அஞ்சல், தாராபுரம் - 638673, திருப்பூர் மாவட்டம். xyxy=(387,1238,711,1371)
section-heading: பல்லடம் மேற்கு ஒன்றியம் xyxy=(804,1710,977,1727)
section-heading: சின்னக்காம்பாளையம் பேரூர் xyxy=(795,1093,986,1110)
section-heading: குண்டடம் மேற்கு ஒன்றியம் xyxy=(459,336,640,353)
section-heading: நல்லூர் பகுதி xyxy=(1189,1217,1275,1234)
appointment-entry: குறிப்பு : விராலிமலை கிழக்கு ஒன்றியம், அன்னவாசல் நகரம் பின்னர் அறிவிக்கப்படும். xyxy=(46,1886,371,1916)
masthead xyxy=(46,12,1394,67)
appointment-entry: துணை அமைப்பாளர்கள் - 1) அஸ்வந்த் முத்துமாதிரி, முத்தூர் ரோடு, காங்கேயம், திருப்பூர் மாவட்டம். 2) வெங்கடேஷ் 168, கோட்டைவாசல், காங்கேயம், திருப்பூர் மாவட்டம். 3) சிவமணி திருப்பூர் ரோடு, காங்கேயம், திருப்பூர் மாவட்டம். 4) மோகன்ராஜ் 334, பாலியக்காடு, காங்கேயம், திருப்பூர் மாவட்டம். xyxy=(387,1879,711,1977)
appointment-entry: அமைப்பாளர் - நா.ரெங்கசாமி தட்சம்பட்டி அன்னவாசல் அஞ்சல், இலுப்பூர் தாலுக்கா, புதுக்கோட்டை மாவட்டம். xyxy=(46,732,371,762)
section-heading: காங்கேயம் தெற்கு ஒன்றியம் xyxy=(456,168,643,184)
appointment-entry: அமைப்பாளர் - ஆ. கார்த்திகேயன் 13, சித்திரகார நகர், வெள்ளியங்காடு, திருப்பூர். xyxy=(1070,1494,1394,1524)
appointment-entry: அமைப்பாளர் - எம். பி. மனோகரன் மணியக்காரர்வீதி, வேலம்பாளையம், சென்னிமலை - 638051. xyxy=(387,1000,711,1030)
continued-from-box xyxy=(1595,86,1652,137)
appointment-entry: துணை அமைப்பாளர்கள் - 1) த. கார்த்திகேயன் 4, வைத்தலிங்காடு, கருவம்பாளையம், மங்கலம் சாலை, திருப்பூர். 2) அ. முகமது பைசல் 75/176, லிங்கேகவுண்டர் வீதி, கருவம்பாளையம், திருப்பூர். 3) க. ஜகநாதராஜ் 23/25, ஆகயம்புதூர், 2 வது வீதி, திருப்பூர். 4) ஆ. ஈஸ்வரன் பட்டுக்கோட்டையார் நகர், தென்னம்பாளையம், திருப்பூர். 5) ச. வினோதினி 55, எம். சின்னாநகர், அப்துசலாம் தெரு, ராயபுரம் மெயின் ரோடு, திருப்பூர். xyxy=(1070,1531,1394,1663)
appointment-entry: துணை அமைப்பாளர்கள் - 1) மு.மொய்தீன்பாட்ஷா முகாண்மாப்பட்டி அஞ்சல், இலுப்பூர் தாலுக்கா, புதுக்கோட்டை மாவட்டம். 2) ரா.பழனிவேலு அணைந்தார் பெருஞ்செறு அஞ்சல், இலுப்பூர் தாலுக்கா, புதுக்கோட்டை மாவட்டம். 3) பெ.அசோக்குமார் தட்டாம்பட்டி, எண்ணைய அஞ்சல், இலுப்பூர் தாலுக்கா, புதுக்கோட்டை மாவட்டம். 4) தி.பாஸ்கர் மாத்திராம்பட்டி மலைக்குடிப்பட்டி அஞ்சல், இலுப்பூர் தாலுக்கா, புதுக்கோட்டை மாவட்டம். 5) அப்துல் ரசீது காவேரிப்பட்டி, வீரப்பட்டி அஞ்சல், இலுப்பூர் தாலுக்கா, புதுக்கோட்டை மாவட்டம். xyxy=(46,768,371,935)
